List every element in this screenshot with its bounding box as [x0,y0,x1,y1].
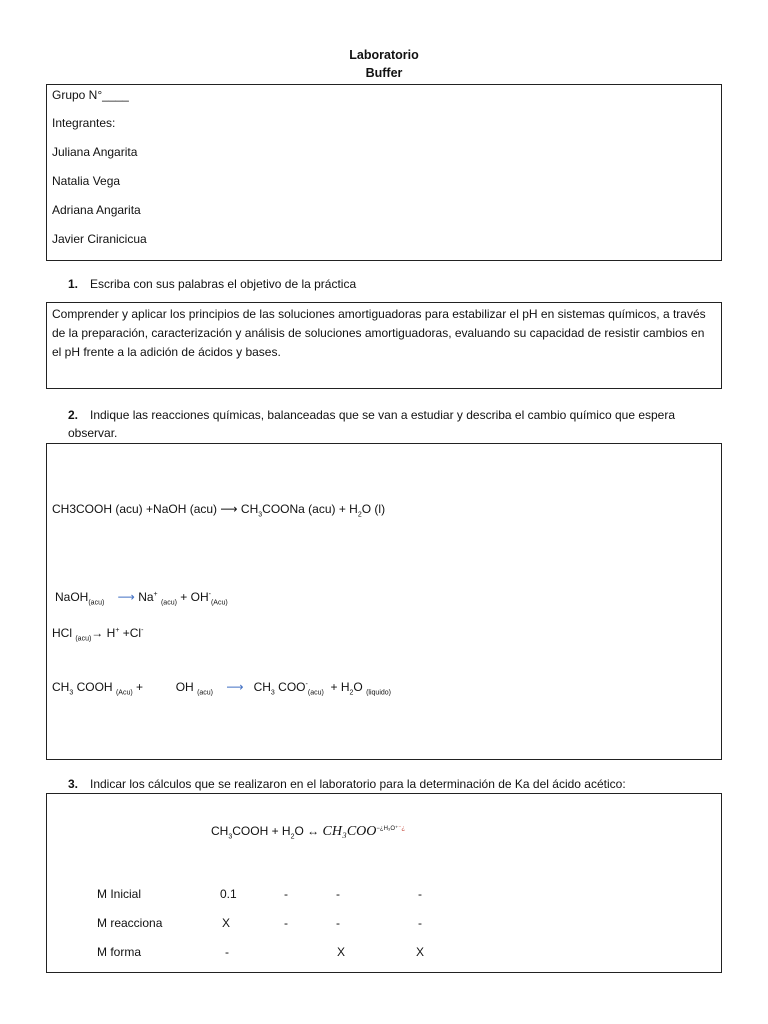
arrow-icon: ⟶ [117,590,135,604]
cell: X [222,916,231,930]
question-1-number: 1. [68,277,79,291]
answer-3-box [46,793,722,973]
group-number: Grupo N°____ [52,88,129,102]
cell: X [337,945,346,959]
cell: - [418,887,422,901]
member-3: Adriana Angarita [52,203,141,217]
document-title: Laboratorio [349,48,419,62]
question-2-number: 2. [68,408,79,422]
cell: X [416,945,425,959]
reaction-2: NaOH$_{(acu)}$ ⟶ Na+ $_{(acu)} + OH^-_{(Acu)}$ [55,590,228,607]
cell: - [284,916,288,930]
row-label-forms: M forma [97,945,142,959]
question-3-text: Indicar los cálculos que se realizaron en el laboratorio para la determinación de Ka del ácido acético: [90,777,626,791]
question-3 [68,777,728,791]
member-4: Javier Ciranicicua [52,232,147,246]
cell: 0.1 [220,887,237,901]
question-2 [68,406,708,442]
equilibrium-equation: $CH_3COOH + H_2O$ ↔ $CH_3COO^{-¿H_3O^+^-¿}$ [211,824,406,841]
cell: - [418,916,422,930]
cell: - [336,887,340,901]
row-label-initial: M Inicial [97,887,142,901]
row-label-reacts: M reacciona [97,916,163,930]
answer-1-text: Comprender y aplicar los principios de las soluciones amortiguadoras para estabilizar el pH en sistemas químicos, a través de la preparación, caracterización y análisis de soluciones amortiguadoras, evaluando su capacidad de resistir cambios en el pH frente a la adición de ácidos y bases. [52,307,706,359]
member-2: Natalia Vega [52,174,121,188]
cell: - [284,887,288,901]
reaction-1: CH3COOH (acu) +NaOH (acu) ⟶ $CH_3COONa$ $(acu) + H_2O$ (l) [52,502,386,519]
cell: - [336,916,340,930]
question-2-text: Indique las reacciones químicas, balanceadas que se van a estudiar y describa el cambio químico que espera observar. [68,408,676,440]
member-1: Juliana Angarita [52,145,138,159]
arrow-icon: → [91,626,104,640]
cell: - [225,945,229,959]
document-subtitle: Buffer [365,66,403,80]
question-1 [68,277,708,291]
group-box [46,84,722,261]
arrow-icon: ⟶ [226,680,244,694]
question-3-number: 3. [68,777,79,791]
reaction-4: $CH_3$ COOH $_{(Acu)}$ + OH $_{(acu)}$ ⟶ $CH_3$ $COO^-_{(acu)} + H_2O$ $_{(liquido)}$ [52,680,391,697]
question-1-text: Escriba con sus palabras el objetivo de la práctica [90,277,357,291]
reaction-3: HCl $_{(acu)}$→ H+ +Cl- [52,626,144,643]
members-heading: Integrantes: [52,116,116,130]
